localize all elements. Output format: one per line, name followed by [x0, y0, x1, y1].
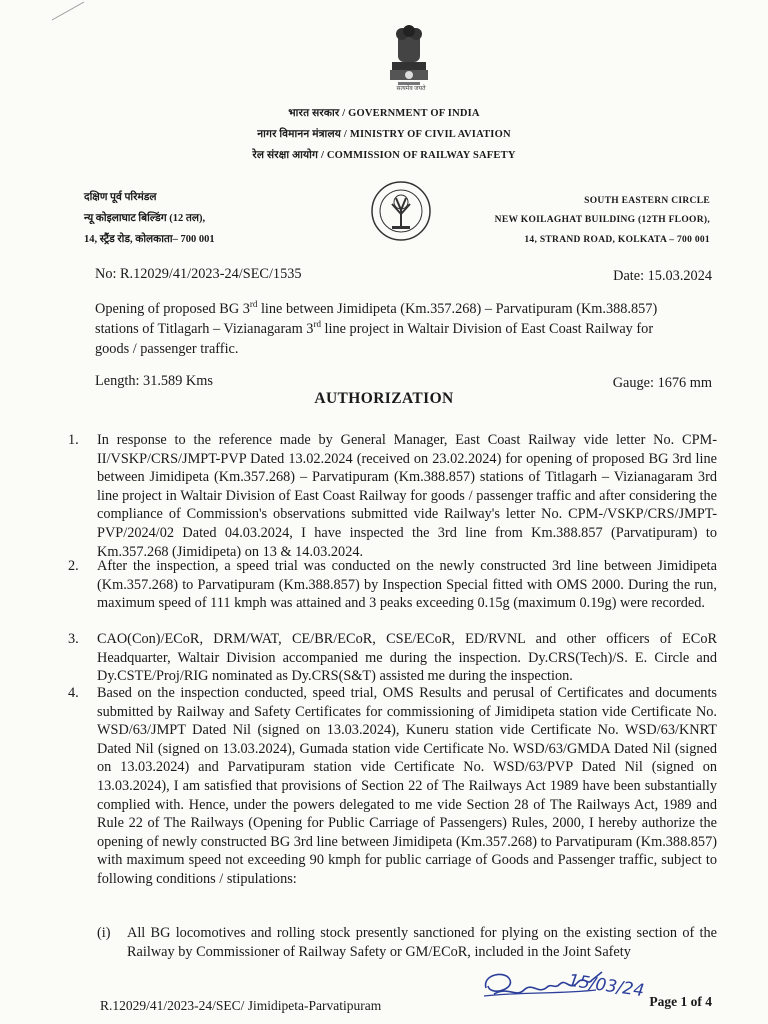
list-item-number: 3.	[68, 631, 79, 647]
sub-list-item-number: (i)	[97, 925, 111, 941]
document-date: Date: 15.03.2024	[613, 268, 712, 284]
list-item-number: 1.	[68, 432, 79, 448]
subject-line-2: stations of Titlagarh – Vizianagaram 3rd line project in Waltair Division of East Coast Railway for	[95, 319, 654, 337]
address-right-line-1: SOUTH EASTERN CIRCLE	[584, 196, 710, 206]
list-item-text: After the inspection, a speed trial was conducted on the newly constructed 3rd line between Jimidipeta (Km.357.268) to Parvatipuram (Km.388.857) by Inspection Special fitted with OMS 2000. During the run, maximum speed of 111 kmph was attained and 3 peaks exceeding 0.15g (maximum 0.19g) were recorded.	[97, 558, 717, 612]
header-government: भारत सरकार / GOVERNMENT OF INDIA	[288, 108, 480, 119]
emblem-caption: सत्यमेव जयते	[396, 86, 426, 92]
address-right-line-2: NEW KOILAGHAT BUILDING (12TH FLOOR),	[494, 215, 710, 225]
reference-number: No: R.12029/41/2023-24/SEC/1535	[95, 266, 302, 282]
corner-pen-mark	[50, 0, 90, 22]
subject-line-1: Opening of proposed BG 3rd line between Jimidipeta (Km.357.268) – Parvatipuram (Km.388.857)	[95, 299, 658, 317]
list-item-text: In response to the reference made by General Manager, East Coast Railway vide letter No. CPM-II/VSKP/CRS/JMPT-PVP Dated 13.02.2024 (received on 23.02.2024) for opening of proposed BG 3rd line between Jimidipeta (Km.357.268) – Parvatipuram (Km.388.857) stations of Titlagarh – Vizianagaram 3rd line project in Waltair Division of East Coast Railway for goods / passenger traffic and after considering the compliance of Commission's observations submitted vide Railway's letter No. CPM-/VSKP/CRS/JMPT-PVP/2024/02 Dated 04.03.2024, I have inspected the 3rd line from Km.388.857 (Parvatipuram) to Km.357.268 (Jimidipeta) on 13 & 14.03.2024.	[97, 432, 717, 560]
address-right-line-3: 14, STRAND ROAD, KOLKATA – 700 001	[524, 235, 710, 245]
list-item-text: Based on the inspection conducted, speed trial, OMS Results and perusal of Certificates and documents submitted by Railway and Safety Certificates for commissioning of Jimidipeta station vide Certificate No. WSD/63/JMPT Dated Nil (signed on 13.03.2024), Kuneru station vide Certificate No. WSD/63/KNRT Dated Nil (signed on 13.03.2024), Gumada station vide Certificate No. WSD/63/GMDA Dated Nil (signed on 13.03.2024) and Parvatipuram station vide Certificate No. WSD/63/PVP Dated Nil (signed on 13.03.2024), I am satisfied that provisions of Section 22 of The Railways Act 1989 have been substantially complied with. Hence, under the powers delegated to me vide Section 28 of The Railways Act, 1989 and Rule 22 of The Railways (Opening for Public Carriage of Passengers) Rules, 2000, I hereby authorize the opening of newly constructed BG 3rd line between Jimidipeta (Km.357.268) to Parvatipuram (Km.388.857) with maximum speed not exceeding 90 kmph for public carriage of Goods and Passenger traffic, subject to following conditions / stipulations:	[97, 685, 717, 887]
list-item-number: 2.	[68, 558, 79, 574]
page-number: Page 1 of 4	[649, 994, 712, 1009]
header-commission: रेल संरक्षा आयोग / COMMISSION OF RAILWAY SAFETY	[252, 150, 516, 161]
header-ministry: नागर विमानन मंत्रालय / MINISTRY OF CIVIL AVIATION	[257, 129, 511, 140]
sub-list-item-text: All BG locomotives and rolling stock presently sanctioned for plying on the existing section of the Railway by Commissioner of Railway Safety or GM/ECoR, included in the Joint Safety	[127, 925, 717, 960]
subject-line-3: goods / passenger traffic.	[95, 341, 239, 357]
crs-seal-icon	[370, 180, 432, 242]
document-title: AUTHORIZATION	[314, 390, 454, 407]
list-item-number: 4.	[68, 685, 79, 701]
line-length: Length: 31.589 Kms	[95, 373, 213, 389]
signature-date: 15/03/24	[566, 970, 646, 1002]
address-left-line-1: दक्षिण पूर्व परिमंडल	[84, 192, 157, 203]
footer-reference: R.12029/41/2023-24/SEC/ Jimidipeta-Parvatipuram	[100, 998, 382, 1013]
address-left-line-2: न्यू कोइलाघाट बिल्डिंग (12 तल),	[84, 213, 206, 224]
address-left-line-3: 14, स्ट्रैंड रोड, कोलकाता– 700 001	[84, 234, 215, 245]
track-gauge: Gauge: 1676 mm	[612, 375, 712, 391]
list-item-text: CAO(Con)/ECoR, DRM/WAT, CE/BR/ECoR, CSE/ECoR, ED/RVNL and other officers of ECoR Headquarter, Waltair Division accompanied me during the inspection. Dy.CRS(Tech)/S. E. Circle and Dy.CSTE/Proj/RIG nominated as Dy.CRS(S&T) assisted me during the inspection.	[97, 631, 717, 685]
